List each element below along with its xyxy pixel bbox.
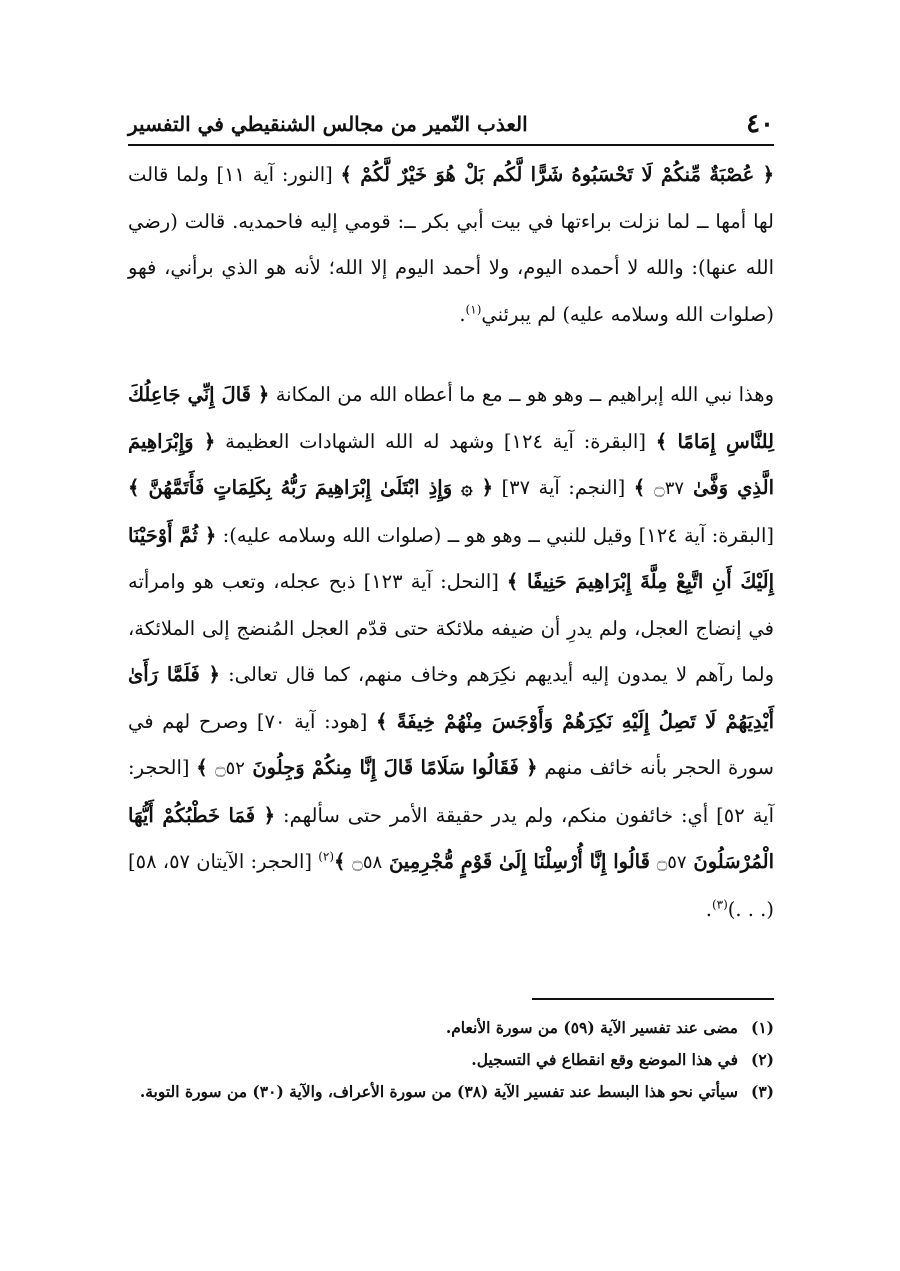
text-run: [النجم: آية ٣٧] <box>493 476 634 499</box>
quran-verse: ﴿ ۞ وَإِذِ ابْتَلَىٰ إِبْرَاهِيمَ رَبُّهُ بِكَلِمَاتٍ فَأَتَمَّهُنَّ ﴾ <box>128 476 494 499</box>
text-run: [هود: آية ٧٠] وصرح لهم في سورة الحجر بأنه خائف منهم <box>128 709 775 779</box>
quran-verse: ﴿ ثُمَّ أَوْحَيْنَا إِلَيْكَ أَنِ اتَّبِعْ مِلَّةَ إِبْرَاهِيمَ حَنِيفًا ﴾ <box>128 523 774 593</box>
paragraph-2 <box>128 372 774 933</box>
quran-verse: ﴿ عُصْبَةٌ مِّنكُمْ لَا تَحْسَبُوهُ شَرًّا لَّكُم بَلْ هُوَ خَيْرٌ لَّكُمْ ﴾ <box>340 163 775 186</box>
text-run: [النحل: آية ١٢٣] ذبح عجله، وتعب هو وامرأته في إنضاج العجل، ولم يدرِ أن ضيفه ملائكة حتى قدّم العجل المُنضج إلى الملائكة، ولما رآهم لا يمدون إليه أيديهم نكِرَهم وخاف منهم، كما قال تعالى: <box>128 570 775 686</box>
quran-verse: قَالُوا إِنَّا أُرْسِلْنَا إِلَىٰ قَوْمٍ مُّجْرِمِينَ <box>382 850 657 873</box>
page-header <box>128 104 774 146</box>
paragraph-gap <box>128 338 774 372</box>
footnotes <box>128 1012 774 1108</box>
text-run: [البقرة: آية ١٢٤] وقيل للنبي ــ وهو هو ــ (صلوات الله وسلامه عليه): <box>216 523 774 547</box>
footnote-ref[interactable]: (٢) <box>318 849 335 864</box>
footnote-separator <box>532 998 774 1000</box>
running-title: العذب النّمير من مجالس الشنقيطي في التفسير <box>128 112 528 136</box>
footnote-mark: (١) <box>750 1018 774 1037</box>
quran-verse: ﴿ قَالَ إِنِّي جَاعِلُكَ لِلنَّاسِ إِمَامًا ﴾ <box>128 383 774 453</box>
quran-verse-close: ﴾ <box>196 756 216 779</box>
paragraph-1 <box>128 152 774 338</box>
quran-verse-close: ﴾ <box>334 850 353 873</box>
text-run: [البقرة: آية ١٢٤] وشهد له الله الشهادات العظيمة <box>215 429 656 453</box>
verse-number-ornament: ۝٥٧ <box>656 852 687 873</box>
main-text <box>128 152 774 933</box>
text-run: . <box>705 897 712 921</box>
footnote-ref[interactable]: (٣) <box>711 897 728 911</box>
verse-number-ornament: ۝٥٨ <box>352 852 383 873</box>
quran-verse: ﴿ فَمَا خَطْبُكُمْ أَيُّهَا الْمُرْسَلُونَ <box>128 803 774 873</box>
quran-verse-close: ﴾ <box>633 476 655 499</box>
footnote-item <box>128 1076 774 1108</box>
footnote-item <box>128 1044 774 1076</box>
quran-verse: ﴿ وَإِبْرَاهِيمَ الَّذِي وَفَّىٰ <box>128 429 774 499</box>
footnote-mark: (٣) <box>750 1082 774 1101</box>
footnote-mark: (٢) <box>750 1050 774 1069</box>
text-run: . <box>459 302 466 326</box>
verse-number-ornament: ۝٣٧ <box>654 478 685 499</box>
footnote-text: سيأتي نحو هذا البسط عند تفسير الآية (٣٨) من سورة الأعراف، والآية (٣٠) من سورة التوبة. <box>139 1082 738 1101</box>
text-run: وهذا نبي الله إبراهيم ــ وهو هو ــ مع ما أعطاه الله من المكانة <box>269 383 774 406</box>
text-run: [النور: آية ١١] ولما قالت لها أمها ــ لما نزلت براءتها في بيت أبي بكر ــ: قومي إليه فاحمديه. قالت (رضي الله عنها): والله لا أحمده اليوم، ولا أحمد اليوم إلا الله؛ لأنه هو الذي برأني، فهو (صلوات الله وسلامه عليه) لم يبرئني <box>128 163 774 326</box>
footnote-text: مضى عند تفسير الآية (٥٩) من سورة الأنعام. <box>445 1018 738 1037</box>
quran-verse: ﴿ فَلَمَّا رَأَىٰ أَيْدِيَهُمْ لَا تَصِلُ إِلَيْهِ نَكِرَهُمْ وَأَوْجَسَ مِنْهُمْ خِيفَةً ﴾ <box>128 663 774 733</box>
quran-verse: ﴿ فَقَالُوا سَلَامًا قَالَ إِنَّا مِنكُمْ وَجِلُونَ <box>244 756 538 779</box>
text-run: [الحجر: الآيتان ٥٧، ٥٨] (. . .) <box>128 850 774 921</box>
page-number: ٤٠ <box>746 109 774 139</box>
verse-number-ornament: ۝٥٢ <box>215 758 245 779</box>
footnote-text: في هذا الموضع وقع انقطاع في التسجيل. <box>471 1050 738 1069</box>
footnote-item <box>128 1012 774 1044</box>
text-run: [الحجر: آية ٥٢] أي: خائفون منكم، ولم يدر حقيقة الأمر حتى سألهم: <box>128 756 774 827</box>
footnote-ref[interactable]: (١) <box>465 302 482 316</box>
